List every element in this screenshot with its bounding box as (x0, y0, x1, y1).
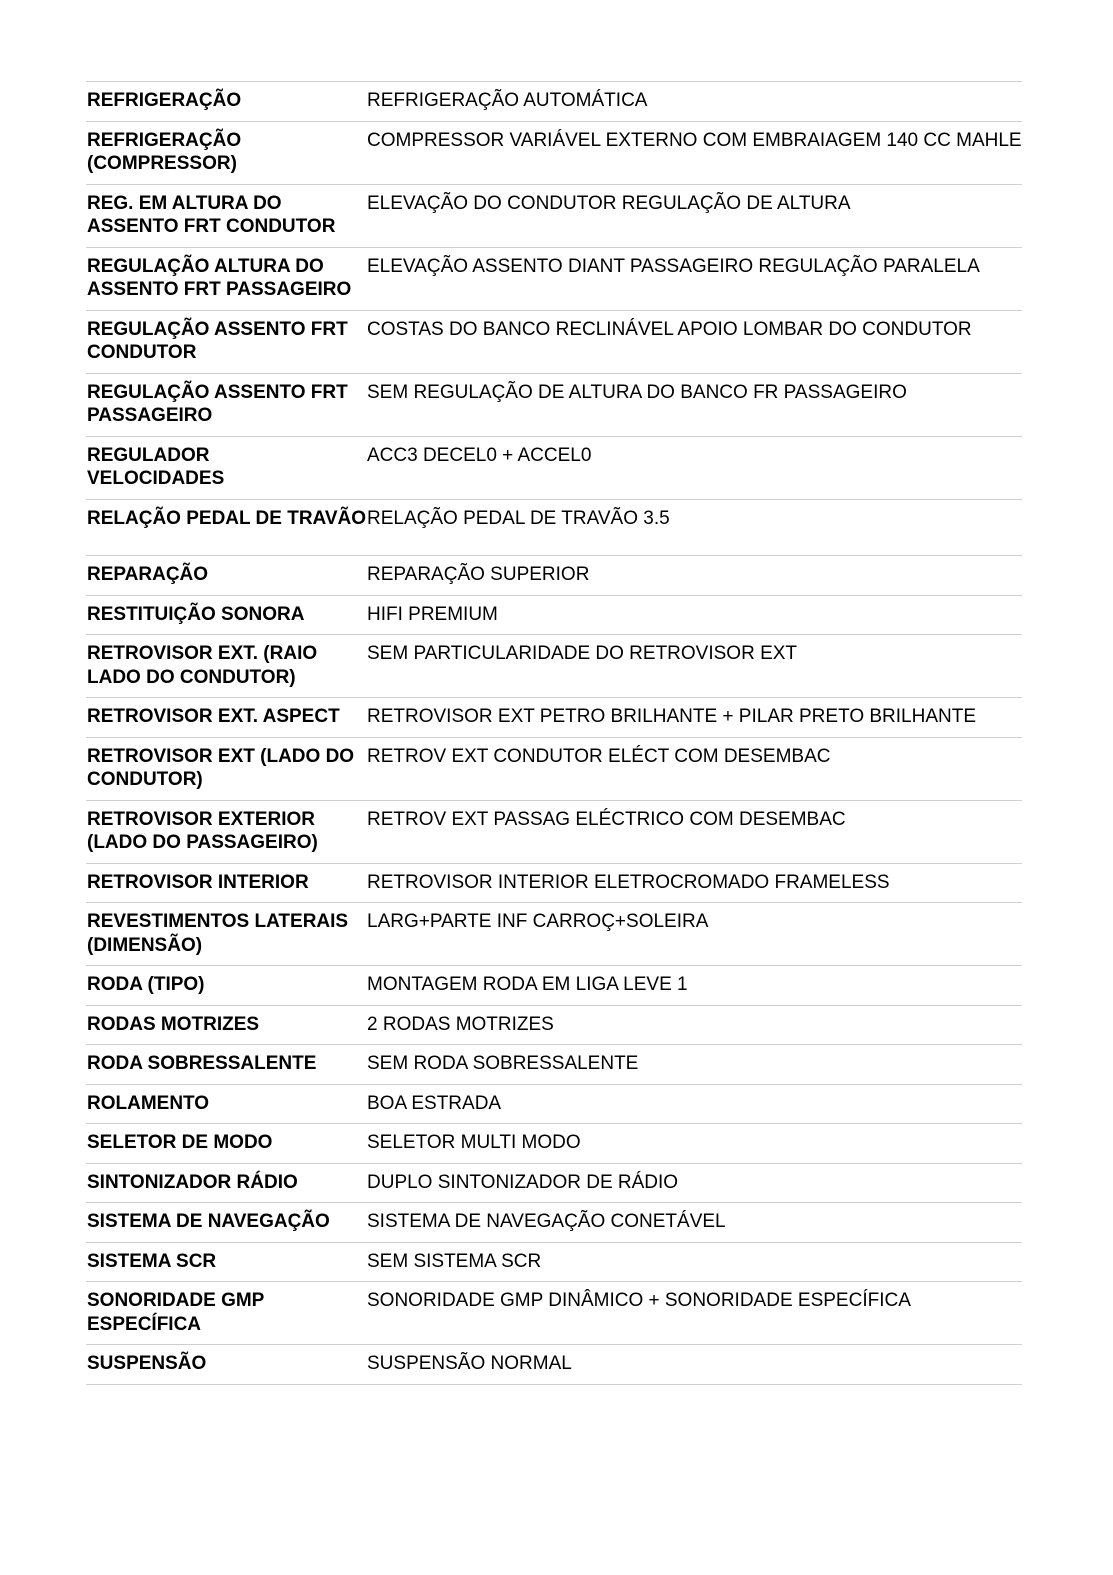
row-value: SELETOR MULTI MODO (367, 1132, 581, 1153)
row-value: SEM PARTICULARIDADE DO RETROVISOR EXT (367, 643, 798, 664)
row-value: SEM REGULAÇÃO DE ALTURA DO BANCO FR PASSAGEIRO (367, 381, 907, 403)
row-value: RETROVISOR EXT PETRO BRILHANTE + PILAR PRETO BRILHANTE (367, 706, 977, 727)
row-value: SEM SISTEMA SCR (367, 1250, 542, 1272)
table-row (86, 1203, 1022, 1243)
table-row (86, 864, 1022, 904)
row-key: REVESTIMENTOS LATERAIS (DIMENSÃO) (87, 911, 349, 956)
table-row (86, 738, 1022, 801)
row-key: ROLAMENTO (87, 1092, 210, 1114)
row-key: SISTEMA DE NAVEGAÇÃO (87, 1211, 330, 1232)
row-key: SONORIDADE GMP ESPECÍFICA (87, 1290, 265, 1335)
table-row (86, 966, 1022, 1006)
row-value: MONTAGEM RODA EM LIGA LEVE 1 (367, 974, 688, 995)
row-value: RETROV EXT PASSAG ELÉCTRICO COM DESEMBAC (367, 808, 846, 830)
table-row (86, 374, 1022, 437)
spec-table (86, 81, 1022, 1385)
row-key: RESTITUIÇÃO SONORA (87, 603, 305, 625)
table-row (86, 556, 1022, 596)
table-row (86, 635, 1022, 698)
table-row (86, 1164, 1022, 1204)
row-key: REPARAÇÃO (87, 564, 209, 585)
row-key: RETROVISOR EXTERIOR (LADO DO PASSAGEIRO) (87, 808, 318, 853)
row-key: RETROVISOR EXT. ASPECT (87, 706, 340, 727)
row-value: SONORIDADE GMP DINÂMICO + SONORIDADE ESPECÍFICA (367, 1290, 911, 1311)
row-key: RODA (TIPO) (87, 974, 205, 995)
table-row (86, 437, 1022, 500)
row-value: RETROV EXT CONDUTOR ELÉCT COM DESEMBAC (367, 745, 831, 767)
row-value: SISTEMA DE NAVEGAÇÃO CONETÁVEL (367, 1211, 726, 1232)
row-key: SISTEMA SCR (87, 1250, 217, 1272)
row-value: RELAÇÃO PEDAL DE TRAVÃO 3.5 (367, 507, 670, 529)
table-row (86, 1006, 1022, 1046)
table-row (86, 311, 1022, 374)
row-value: REPARAÇÃO SUPERIOR (367, 564, 590, 585)
row-key: REFRIGERAÇÃO (COMPRESSOR) (87, 129, 242, 174)
row-value: HIFI PREMIUM (367, 603, 498, 625)
row-key: RETROVISOR EXT (LADO DO CONDUTOR) (87, 745, 355, 790)
row-key: REGULAÇÃO ASSENTO FRT CONDUTOR (87, 318, 348, 363)
table-row (86, 903, 1022, 966)
row-value: BOA ESTRADA (367, 1092, 502, 1114)
row-value: ACC3 DECEL0 + ACCEL0 (367, 444, 592, 466)
row-key: REFRIGERAÇÃO (87, 90, 242, 111)
table-row (86, 248, 1022, 311)
row-value: REFRIGERAÇÃO AUTOMÁTICA (367, 90, 648, 111)
table-row (86, 1345, 1022, 1385)
table-row (86, 500, 1022, 557)
row-value: ELEVAÇÃO ASSENTO DIANT PASSAGEIRO REGULAÇÃO PARALELA (367, 255, 980, 277)
table-row (86, 122, 1022, 185)
row-key: RODAS MOTRIZES (87, 1013, 260, 1035)
row-key: RELAÇÃO PEDAL DE TRAVÃO (87, 507, 367, 529)
table-row (86, 185, 1022, 248)
table-row (86, 1045, 1022, 1085)
table-row (86, 1282, 1022, 1345)
table-row (86, 801, 1022, 864)
row-key: REGULAÇÃO ASSENTO FRT PASSAGEIRO (87, 381, 348, 426)
row-key: REGULADOR VELOCIDADES (87, 444, 225, 489)
table-row (86, 1243, 1022, 1283)
table-row (86, 698, 1022, 738)
table-row (86, 82, 1022, 122)
table-row (86, 1085, 1022, 1125)
row-key: SINTONIZADOR RÁDIO (87, 1171, 298, 1193)
row-value: ELEVAÇÃO DO CONDUTOR REGULAÇÃO DE ALTURA (367, 192, 851, 214)
row-key: SUSPENSÃO (87, 1353, 207, 1374)
row-value: LARG+PARTE INF CARROÇ+SOLEIRA (367, 911, 709, 932)
row-value: SUSPENSÃO NORMAL (367, 1353, 572, 1374)
table-row (86, 596, 1022, 636)
row-value: COMPRESSOR VARIÁVEL EXTERNO COM EMBRAIAGEM 140 CC MAHLE (367, 129, 1022, 151)
row-value: 2 RODAS MOTRIZES (367, 1013, 554, 1035)
table-row (86, 1124, 1022, 1164)
row-key: REG. EM ALTURA DO ASSENTO FRT CONDUTOR (87, 192, 336, 237)
row-value: COSTAS DO BANCO RECLINÁVEL APOIO LOMBAR DO CONDUTOR (367, 318, 972, 340)
row-key: RETROVISOR EXT. (RAIO LADO DO CONDUTOR) (87, 643, 318, 688)
row-key: REGULAÇÃO ALTURA DO ASSENTO FRT PASSAGEIRO (87, 255, 352, 300)
row-key: SELETOR DE MODO (87, 1132, 273, 1153)
row-key: RETROVISOR INTERIOR (87, 871, 309, 893)
row-value: RETROVISOR INTERIOR ELETROCROMADO FRAMELESS (367, 871, 890, 893)
row-value: DUPLO SINTONIZADOR DE RÁDIO (367, 1171, 679, 1193)
row-key: RODA SOBRESSALENTE (87, 1053, 317, 1074)
row-value: SEM RODA SOBRESSALENTE (367, 1053, 639, 1074)
